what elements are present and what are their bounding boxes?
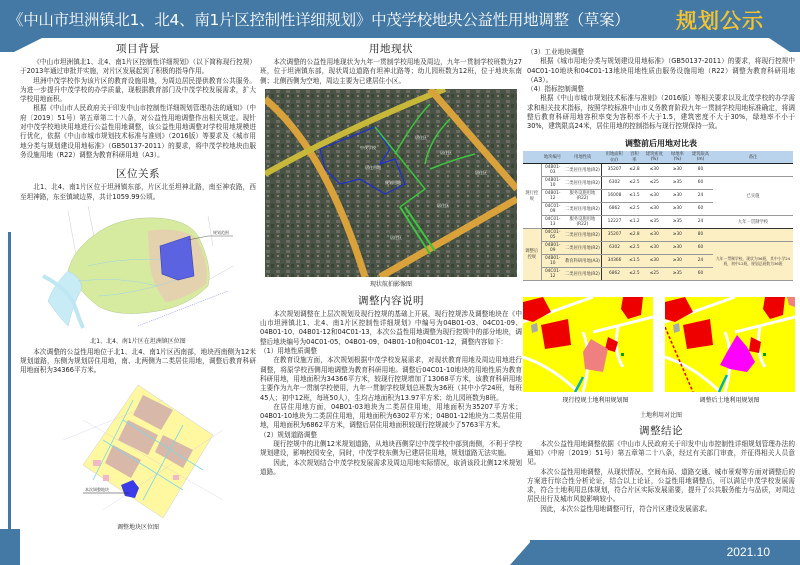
table-cell: 6302: [601, 241, 627, 254]
table-cell: 已实施: [713, 176, 793, 215]
background-paragraph: 根据《中山市人民政府关于印发中山市控制性详细规划管理办法的通知》（中府〔2019〕51号）第五章第二十八条，对公益性用地调整作出相关规定。现针对中茂学校地块用地进行公益性用地调整，该公益性用地调整对学校用地规模进行优化，依据《中山市城市规划技术标准与准则》（2016版）等要求及《城市用地分类与规划建设用地标准》（GB50137-2011）的要求，将中茂学校地块由服务设施用地（R22）调整为教育科研用地（A3）。: [20, 104, 256, 159]
plan-after-caption: 调整后土地利用规划图: [699, 396, 760, 404]
table-cell: 60: [688, 267, 713, 280]
table-row: [523, 241, 793, 254]
section-title-background: 项目背景: [116, 43, 160, 55]
table-cell: ≤2.5: [627, 267, 642, 280]
regional-location-map: [38, 206, 238, 334]
table-header-cell: 建筑密度(%): [642, 151, 667, 164]
regional-map-graphic: [38, 206, 238, 334]
plan-before-caption: 现行控规土地利用规划图: [562, 396, 629, 404]
plan-after-graphic: [665, 297, 795, 392]
table-cell: ≤30: [642, 241, 667, 254]
svg-text:居住区: 居住区: [415, 134, 427, 140]
table-cell: 24: [688, 189, 713, 202]
plan-captions: [527, 395, 795, 404]
adjustment-paragraph: 现行控规中的北侧12米规划道路，从地块西侧穿过中茂学校中部到南侧，不利于学校规划建设，影响校园安全，同时，中茂学校东侧为已建居住用地，规划道路无法实施。: [260, 440, 522, 458]
table-cell: 04C01-13: [541, 215, 564, 228]
background-paragraph: 《中山市坦洲镇北1、北4、南1片区控制性详细规划》（以下简称现行控规）于2013年通过审批并实施，对片区发展起到了积极的指导作用。: [20, 58, 256, 76]
table-header-cell: 地块编号: [541, 151, 564, 164]
section-title-adjustment: 调整内容说明: [358, 294, 424, 307]
table-cell: 服务设施用地(R22): [564, 189, 601, 202]
comparison-table: [523, 151, 793, 281]
table-cell: [713, 228, 793, 241]
table-cell: ≥35: [667, 176, 688, 189]
svg-text:规划范围: 规划范围: [213, 229, 229, 235]
table-header-cell: 容积率: [627, 151, 642, 164]
table-cell: 6862: [601, 202, 627, 215]
table-cell: ≤1.5: [627, 189, 642, 202]
footer-date: 2021.10: [726, 545, 770, 559]
adjustment-paragraph: 因此，本次规划结合中茂学校发展需求及周边用地实际情况，取消该段北侧12米规划道路。: [260, 458, 522, 476]
table-cell: 16008: [601, 189, 627, 202]
svg-text:本次调整地块: 本次调整地块: [85, 486, 109, 492]
location-paragraph: 本次调整的公益性用地位于北1、北4、南1片区西南部，地块西南侧为12米规划道路，东侧为规划居住用地，南、北两侧为二类居住用地，调整后教育科研用地面积为34366平方米。: [20, 347, 256, 375]
table-row: [523, 228, 793, 241]
table-cell: 04B01-09: [541, 241, 564, 254]
site-map-caption: 调整地块区位图: [116, 523, 159, 531]
adjustment-paragraph: 在居住用地方面，04B01-03地块为二类居住用地，用地面积为35207平方米；04B01-10地块为二类居住用地，用地面积为6302平方米；04B01-12地块为二类居住用地，用地面积为6862平方米，调整后居住用地面积较现行控规减少了5763平方米。: [260, 402, 522, 430]
site-location-map: [43, 380, 233, 520]
adjustment-heading: （2）规划道路调整: [260, 430, 317, 439]
adjustment-heading: （3）工业地块调整: [527, 48, 584, 56]
table-cell: 教育科研用地(A3): [564, 254, 601, 267]
aerial-photo-graphic: [265, 89, 517, 277]
svg-text:居住用地: 居住用地: [365, 164, 381, 170]
section-title-conclusion: 调整结论: [639, 424, 683, 437]
table-row: [523, 176, 793, 189]
location-paragraph: 北1、北4、南1片区位于坦洲镇东部，片区北至坦神北路，南至神农路，西至坦神路，东至镇域边界，共计1059.99公顷。: [20, 183, 256, 201]
table-cell: ≤2.5: [627, 176, 642, 189]
table-cell: 二类居住用地(R2): [564, 241, 601, 254]
status-paragraph: 本次调整的公益性用地现状为九年一贯制学校用地及周边，九年一贯制学校班数为27班，位于坦洲镇东部，现状周边道路有坦神北路等；幼儿园班数为12班，位于地块东南侧；北侧西侧为空地，周边主要为已建居住小区。: [260, 58, 522, 85]
adjustment-paragraph: 根据《中山市城市规划技术标准与准则》（2016版）等相关要求以及北茂学校的办学需求和相关技术指标，按照学校标准中山市义务教育阶段九年一贯制学校用地标准确定，将调整后教育科研用地容积率变为容积率不大于1.5，建筑密度不大于30%，绿地率不小于30%，建筑限高24米，居住用地的控制指标与现行控规保持一致。: [527, 94, 795, 131]
table-cell: 6302: [601, 176, 627, 189]
table-cell: 60: [688, 241, 713, 254]
table-cell: 04C01-09: [541, 202, 564, 215]
table-cell: 二类居住用地(R2): [564, 202, 601, 215]
column-right: [527, 48, 795, 514]
table-cell: 60: [688, 176, 713, 189]
table-cell: 80: [688, 163, 713, 176]
table-cell: ≤2.5: [627, 202, 642, 215]
plan-before-map: [523, 297, 653, 392]
table-cell: ≥30: [667, 163, 688, 176]
table-cell: 二类居住用地(R2): [564, 228, 601, 241]
svg-text:规划用地: 规划用地: [385, 179, 401, 185]
table-cell: 服务设施用地(R22): [564, 215, 601, 228]
table-cell: ≤35: [642, 215, 667, 228]
table-cell: 35207: [601, 163, 627, 176]
table-cell: ≤25: [642, 176, 667, 189]
table-header-cell: 建筑限高(m): [688, 151, 713, 164]
table-cell: ≤2.8: [627, 163, 642, 176]
table-row: [523, 163, 793, 176]
svg-text:居住区: 居住区: [390, 234, 402, 240]
table-cell: 04C01-05: [541, 228, 564, 241]
table-cell: 二类居住用地(R2): [564, 267, 601, 280]
table-cell: 04B01-10: [541, 254, 564, 267]
conclusion-paragraph: 本次公益性用地调整依据《中山市人民政府关于印发中山市控制性详细规划管理办法的通知》（中府〔2019〕51号）第五章第二十八条，经过有关部门审查，并征得相关人员意见。: [527, 439, 795, 467]
table-cell: ≥30: [667, 228, 688, 241]
adjustment-paragraph: 在教育设施方面，本次规划根据中茂学校发展需求，对现状教育用地及周边用地进行调整，将原学校西侧用地调整为教育科研用地。调整后04C01-10地块的用地性质为教育科研用地，用地面积为34366平方米，较现行控规增加了13068平方米，该教育科研用地主要作为九年一贯制学校使用，九年一贯制学校规划总班数为36班（其中小学24班，每班45人；初中12班，每班50人），生均占地面积为13.97平方米；幼儿园班数为8班。: [260, 356, 522, 402]
left-accent-block: [0, 529, 20, 565]
table-cell: 6862: [601, 267, 627, 280]
table-cell: 60: [688, 202, 713, 215]
table-cell: ≥30: [667, 202, 688, 215]
table-cell: ≤2.8: [627, 228, 642, 241]
table-cell: ≥35: [667, 215, 688, 228]
aerial-caption: 现状航拍影像图: [369, 280, 412, 288]
table-cell: ≤30: [642, 202, 667, 215]
adjustment-heading: （1）用地性质调整: [260, 347, 317, 356]
table-cell: 04B01-10: [541, 176, 564, 189]
section-title-location: 区位关系: [116, 168, 160, 181]
land-use-comparison: [523, 297, 795, 392]
adjustment-heading: （4）指标控制调整: [527, 85, 584, 94]
svg-text:中茂学校: 中茂学校: [360, 144, 376, 150]
svg-text:居住区: 居住区: [437, 202, 449, 208]
regional-map-caption: 北1、北4、南1片区在坦洲镇区位图: [90, 337, 186, 345]
table-cell: 24: [688, 254, 713, 267]
svg-text:居住区: 居住区: [440, 149, 452, 155]
corner-decoration-left: [0, 36, 14, 52]
table-cell: ≥35: [667, 267, 688, 280]
aerial-photo: [265, 89, 517, 277]
table-header-cell: [523, 151, 541, 164]
svg-text:居住区: 居住区: [475, 169, 487, 175]
group-label: 现行控规: [523, 163, 541, 228]
left-accent-bar: [8, 232, 11, 529]
plans-group-caption: 土地利用对比图: [639, 411, 682, 419]
conclusion-paragraph: 因此，本次公益性用地调整可行，符合片区建设发展需求。: [540, 504, 712, 513]
table-cell: ≤30: [642, 228, 667, 241]
table-header-cell: 备注: [713, 151, 793, 164]
table-cell: ≥30: [667, 189, 688, 202]
table-cell: ≥30: [667, 241, 688, 254]
table-cell: 24: [688, 215, 713, 228]
table-cell: 04C01-12: [541, 267, 564, 280]
table-cell: ≤1.5: [627, 254, 642, 267]
table-cell: ≥30: [667, 254, 688, 267]
table-cell: 34366: [601, 254, 627, 267]
table-cell: 04B01-03: [541, 163, 564, 176]
table-cell: 35207: [601, 228, 627, 241]
table-cell: ≤30: [642, 189, 667, 202]
table-cell: 80: [688, 228, 713, 241]
table-cell: 九年一贯制学校，现状为36班，其中小学24班，初中12班，规划总班数为36班: [713, 241, 793, 280]
table-title: 调整前后用地对比表: [625, 138, 697, 148]
adjustment-intro: 本次规划调整在上层次规划及现行控规的基础上开展，现行控规涉及调整地块在《中山市坦洲镇北1、北4、南1片区控制性详细规划》中编号为04B01-03、04C01-09、04B01-10、04B01-12和04C01-13，本次公益性用地调整为现行控规中的部分地块，调整后地块编号为04C01-05、04B01-09、04B01-10和04C01-12，调整内容如下：: [260, 309, 522, 346]
document-title: 《中山市坦洲镇北1、北4、南1片区控制性详细规划》中茂学校地块公益性用地调整（草案）: [8, 11, 630, 29]
header-banner: [0, 0, 800, 38]
table-cell: [713, 163, 793, 176]
conclusion-paragraph: 本次公益性用地调整，从现状情况、空间布局、道路交通、城市景观等方面对调整后的方案进行综合性分析论证，结合以上论证，公益性用地调整后，可以满足中茂学校发展需求，符合土地利用总体规划，符合片区实际发展需要，提升了公共服务能力与品质，对周边居民出行及城市风貌影响较小。: [527, 467, 795, 504]
table-cell: 九年一贯制学校: [713, 215, 793, 228]
notice-badge: 规划公示: [676, 9, 764, 33]
table-header-cell: 用地面积(㎡): [601, 151, 627, 164]
column-left: [20, 38, 256, 531]
table-header-cell: 绿地率(%): [667, 151, 688, 164]
background-paragraph: 坦洲中茂学校作为该片区的教育设施用地，为周边居民提供教育公共服务。为进一步提升中茂学校的办学质量，现根据教育部门及中茂学校发展需求，扩大学校用地面积。: [20, 76, 256, 104]
table-cell: ≤2.5: [627, 241, 642, 254]
table-header-row: [523, 151, 793, 164]
table-cell: ≤30: [642, 254, 667, 267]
table-cell: ≤30: [642, 163, 667, 176]
column-middle: [260, 38, 522, 477]
footer-decoration-slant: [510, 540, 532, 565]
group-label: 调整后控规: [523, 228, 541, 280]
table-cell: ≤1.2: [627, 215, 642, 228]
section-title-status: 用地现状: [369, 43, 413, 55]
plan-before-graphic: [523, 297, 653, 392]
table-cell: 12227: [601, 215, 627, 228]
site-map-graphic: [43, 380, 233, 520]
table-cell: ≤25: [642, 267, 667, 280]
table-header-cell: 用地性质: [564, 151, 601, 164]
table-cell: 二类居住用地(R2): [564, 176, 601, 189]
table-cell: 二类居住用地(R2): [564, 163, 601, 176]
table-row: [523, 215, 793, 228]
table-cell: 04B01-12: [541, 189, 564, 202]
plan-after-map: [665, 297, 795, 392]
adjustment-paragraph: 根据《城市用地分类与规划建设用地标准》（GB50137-2011）的要求，将现行控规中04C01-10地块和04C01-13地块用地性质由服务设施用地（R22）调整为教育科研用地（A3）。: [527, 57, 795, 84]
